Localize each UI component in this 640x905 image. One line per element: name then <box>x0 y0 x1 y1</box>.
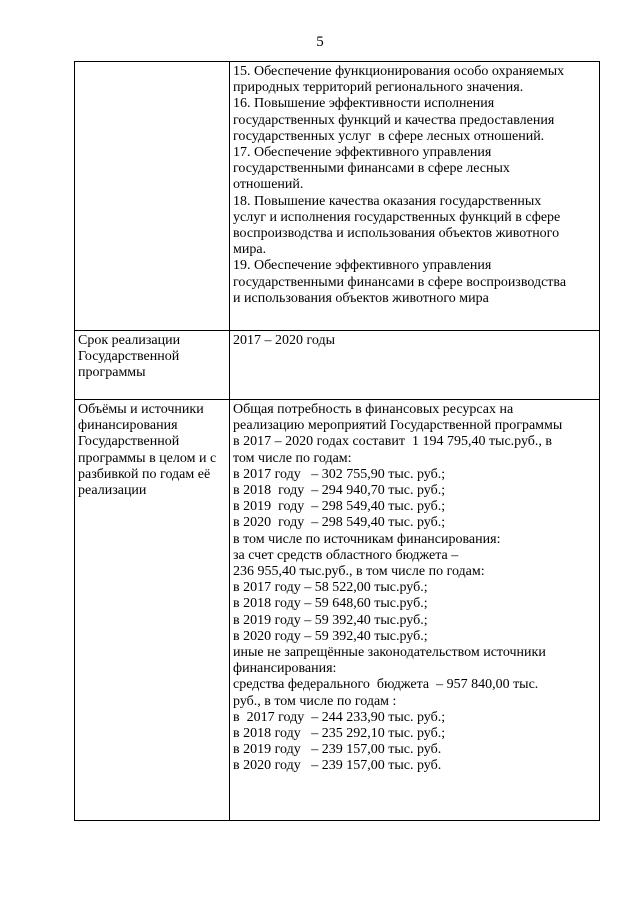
text-line: в том числе по источникам финансирования: <box>233 531 501 547</box>
text-line: Срок реализации <box>78 333 181 348</box>
text-line: в 2017 году – 58 522,00 тыс.руб.; <box>233 580 428 596</box>
text-line: в 2018 году – 235 292,10 тыс. руб.; <box>233 726 446 742</box>
text-line: государственными финансами в сфере воспроизводства <box>233 274 567 290</box>
text-line: финансирования: <box>233 661 337 677</box>
period-label-cell <box>75 331 230 400</box>
table-row <box>75 62 600 331</box>
table-row <box>75 331 600 400</box>
text-line: государственных функций и качества предоставления <box>233 112 555 128</box>
text-line: в 2018 году – 294 940,70 тыс. руб.; <box>233 483 446 499</box>
period-value-cell <box>230 331 600 400</box>
text-line: государственными финансами в сфере лесных <box>233 161 510 177</box>
text-line: 18. Повышение качества оказания государственных <box>233 193 542 209</box>
text-line: в 2019 году – 298 549,40 тыс. руб.; <box>233 499 446 515</box>
text-line: иные не запрещённые законодательством источники <box>233 645 546 661</box>
text-line: Государственной <box>78 349 180 365</box>
text-line: за счет средств областного бюджета – <box>233 547 459 563</box>
text-line: в 2020 году – 298 549,40 тыс. руб.; <box>233 515 446 531</box>
table-row <box>75 400 600 821</box>
text-line: финансирования <box>78 418 178 434</box>
text-line: в 2019 году – 59 392,40 тыс.руб.; <box>233 612 428 628</box>
goals-cell <box>230 62 600 331</box>
text-line: 2017 – 2020 годы <box>233 333 336 348</box>
text-line: реализации <box>78 483 147 499</box>
text-line: 236 955,40 тыс.руб., в том числе по годам: <box>233 564 485 580</box>
page-number: 5 <box>316 34 324 50</box>
passport-table <box>74 61 600 821</box>
funding-label-cell <box>75 400 230 821</box>
text-line: в 2020 году – 59 392,40 тыс.руб.; <box>233 628 428 644</box>
text-line: руб., в том числе по годам : <box>233 693 397 709</box>
text-line: 15. Обеспечение функционирования особо охраняемых <box>233 64 565 79</box>
text-line: природных территорий регионального значения. <box>233 80 524 96</box>
text-line: государственных услуг в сфере лесных отношений. <box>233 128 545 144</box>
text-line: в 2017 году – 244 233,90 тыс. руб.; <box>233 709 446 725</box>
text-line: разбивкой по годам её <box>78 466 211 482</box>
text-line: Общая потребность в финансовых ресурсах на <box>233 402 514 417</box>
text-line: в 2020 году – 239 157,00 тыс. руб. <box>233 758 442 774</box>
text-line: том числе по годам: <box>233 450 352 466</box>
text-line: в 2018 году – 59 648,60 тыс.руб.; <box>233 596 428 612</box>
text-line: программы в целом и с <box>78 450 217 466</box>
text-line: Государственной <box>78 434 180 450</box>
text-line: средства федерального бюджета – 957 840,00 тыс. <box>233 677 539 693</box>
text-line: 19. Обеспечение эффективного управления <box>233 258 492 274</box>
text-line: в 2017 году – 302 755,90 тыс. руб.; <box>233 466 446 482</box>
text-line: отношений. <box>233 177 304 193</box>
text-line: в 2017 – 2020 годах составит 1 194 795,40 тыс.руб., в <box>233 434 553 450</box>
funding-value-cell <box>230 400 600 821</box>
text-line: реализацию мероприятий Государственной программы <box>233 418 563 434</box>
text-line: 16. Повышение эффективности исполнения <box>233 96 495 112</box>
text-line: воспроизводства и использования объектов животного <box>233 226 560 242</box>
text-line: 17. Обеспечение эффективного управления <box>233 145 492 161</box>
text-line: программы <box>78 365 146 381</box>
text-line: услуг и исполнения государственных функций в сфере <box>233 209 561 225</box>
text-line: мира. <box>233 242 267 258</box>
row-label-cell <box>75 62 230 331</box>
text-line: в 2019 году – 239 157,00 тыс. руб. <box>233 742 442 758</box>
text-line: и использования объектов животного мира <box>233 290 489 306</box>
text-line: Объёмы и источники <box>78 402 204 417</box>
